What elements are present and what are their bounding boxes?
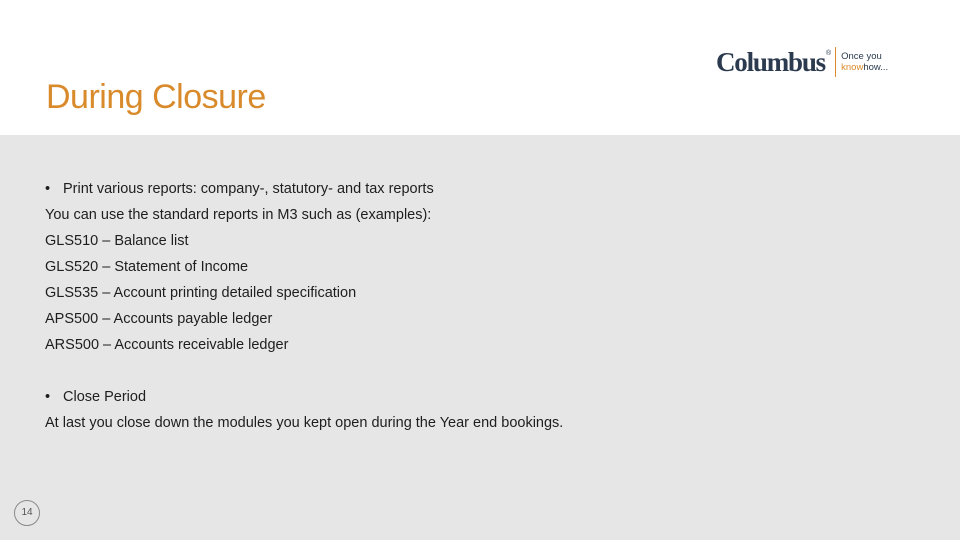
columbus-logo — [716, 44, 888, 80]
section2-text: At last you close down the modules you kept open during the Year end bookings. — [45, 415, 564, 431]
section1-intro: You can use the standard reports in M3 such as (examples): — [45, 207, 432, 223]
logo-tagline-how: how... — [863, 62, 889, 73]
slide-header — [0, 0, 960, 135]
logo-tagline-know: know — [841, 62, 864, 73]
page-title: During Closure — [46, 78, 266, 116]
report-item: APS500 – Accounts payable ledger — [45, 311, 273, 327]
bullet-icon: • — [45, 181, 51, 197]
section2-heading: Close Period — [63, 389, 147, 405]
page-number-badge: 14 — [14, 500, 40, 526]
logo-divider — [835, 47, 836, 77]
section1-heading: Print various reports: company-, statutory- and tax reports — [63, 181, 434, 197]
logo-tagline — [841, 51, 888, 73]
logo-wordmark: Columbus — [716, 46, 825, 77]
report-item: GLS535 – Account printing detailed specification — [45, 285, 357, 301]
logo-registered-mark: ® — [825, 50, 832, 57]
report-item: GLS520 – Statement of Income — [45, 259, 249, 275]
section-spacer — [45, 358, 905, 384]
report-item: ARS500 – Accounts receivable ledger — [45, 337, 289, 353]
section1-heading-line — [45, 176, 905, 202]
bullet-icon: • — [45, 389, 51, 405]
section2-heading-line — [45, 384, 905, 410]
slide-body — [45, 176, 905, 436]
report-item: GLS510 – Balance list — [45, 233, 189, 249]
logo-tagline-line1: Once you — [841, 51, 882, 62]
